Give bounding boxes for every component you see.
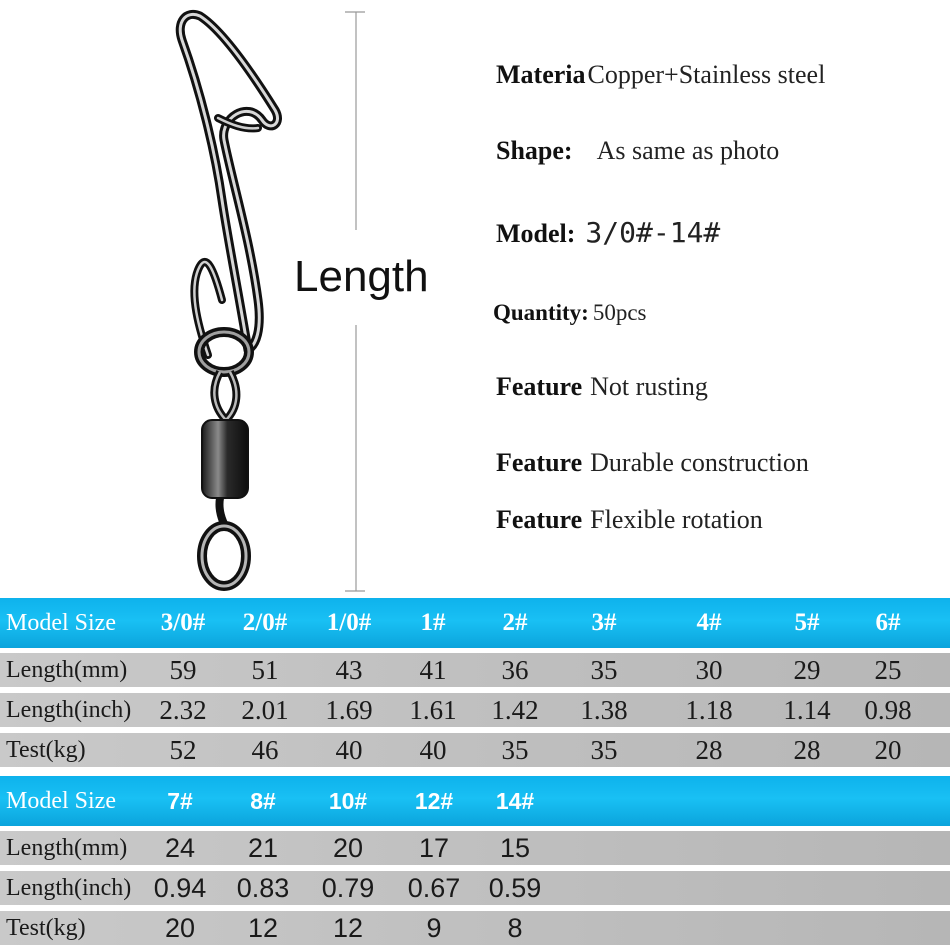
table-cell: 43 bbox=[335, 654, 363, 685]
table-cell: 2.32 bbox=[159, 694, 207, 725]
row-label: Test(kg) bbox=[6, 914, 86, 941]
spec-feature bbox=[496, 448, 809, 478]
table-cell: 24 bbox=[164, 832, 196, 863]
table-cell: 9 bbox=[426, 912, 442, 943]
table-cell: 1.18 bbox=[685, 694, 733, 725]
snap-clip bbox=[180, 14, 277, 355]
table-cell: 40 bbox=[335, 734, 363, 765]
table-cell: 0.94 bbox=[153, 872, 207, 903]
table-cell: 52 bbox=[169, 734, 197, 765]
spec-material-label: Materia bbox=[496, 60, 586, 89]
table-cell: 30 bbox=[695, 654, 723, 685]
table-cell: 35 bbox=[590, 654, 618, 685]
spec-feature-label: Feature bbox=[496, 448, 583, 477]
table-cell: 36 bbox=[501, 654, 529, 685]
spec-feature-value: Not rusting bbox=[590, 372, 708, 401]
spec-feature-label: Feature bbox=[496, 505, 583, 534]
size-table bbox=[0, 598, 950, 773]
spec-feature bbox=[496, 505, 763, 535]
table-cell: 0.98 bbox=[864, 694, 912, 725]
table-cell: 40 bbox=[419, 734, 447, 765]
table-row bbox=[0, 693, 950, 727]
size-cell: 10# bbox=[328, 787, 368, 814]
swivel-bottom-eye bbox=[202, 498, 246, 586]
length-label: Length bbox=[294, 252, 429, 301]
spec-feature-label: Feature bbox=[496, 372, 583, 401]
table-cell: 21 bbox=[247, 832, 279, 863]
spec-shape-value: As same as photo bbox=[596, 136, 780, 165]
size-cell: 3# bbox=[591, 609, 617, 636]
spec-feature bbox=[496, 372, 708, 402]
table-cell: 20 bbox=[332, 832, 364, 863]
row-label: Length(inch) bbox=[6, 696, 132, 723]
spec-material bbox=[496, 60, 825, 90]
table-cell: 12 bbox=[247, 912, 279, 943]
table-row bbox=[0, 733, 950, 767]
table-cell: 12 bbox=[332, 912, 364, 943]
row-label: Length(mm) bbox=[6, 656, 128, 683]
size-cell: 2# bbox=[502, 609, 528, 636]
table-cell: 2.01 bbox=[241, 694, 289, 725]
spec-quantity-value: 50pcs bbox=[592, 300, 647, 325]
table-cell: 59 bbox=[169, 654, 197, 685]
table-cell: 1.42 bbox=[491, 694, 539, 725]
table-cell: 1.38 bbox=[580, 694, 628, 725]
size-cell: 4# bbox=[696, 609, 722, 636]
row-label: Test(kg) bbox=[6, 736, 86, 763]
table-cell: 46 bbox=[251, 734, 279, 765]
table-cell: 17 bbox=[418, 832, 450, 863]
table-cell: 25 bbox=[874, 654, 902, 685]
table-cell: 0.59 bbox=[488, 872, 542, 903]
row-label: Length(mm) bbox=[6, 834, 128, 861]
table-cell: 1.61 bbox=[409, 694, 457, 725]
table-cell: 51 bbox=[251, 654, 279, 685]
table-row bbox=[0, 911, 950, 945]
table-cell: 1.69 bbox=[325, 694, 373, 725]
table-cell: 0.67 bbox=[407, 872, 461, 903]
size-table bbox=[0, 776, 950, 951]
table-cell: 28 bbox=[695, 734, 723, 765]
header-label: Model Size bbox=[6, 609, 116, 636]
spec-shape bbox=[496, 136, 779, 166]
spec-material-value: Copper+Stainless steel bbox=[587, 60, 826, 89]
size-cell: 6# bbox=[875, 609, 901, 636]
spec-feature-value: Flexible rotation bbox=[590, 505, 763, 534]
table-row bbox=[0, 871, 950, 905]
spec-model-label: Model: bbox=[496, 219, 576, 248]
table-cell: 0.83 bbox=[236, 872, 290, 903]
size-cell: 14# bbox=[495, 787, 535, 814]
size-cell: 7# bbox=[167, 787, 193, 814]
table-cell: 35 bbox=[501, 734, 529, 765]
spec-feature-value: Durable construction bbox=[590, 448, 809, 477]
table-row bbox=[0, 653, 950, 687]
table-header-row bbox=[0, 776, 950, 826]
spec-quantity-label: Quantity: bbox=[493, 300, 589, 325]
spec-model bbox=[496, 216, 720, 249]
table-cell: 8 bbox=[507, 912, 523, 943]
size-cell: 5# bbox=[794, 609, 820, 636]
swivel-top-eye bbox=[214, 372, 236, 420]
size-cell: 3/0# bbox=[160, 609, 206, 636]
row-label: Length(inch) bbox=[6, 874, 132, 901]
table-cell: 20 bbox=[164, 912, 196, 943]
swivel-barrel bbox=[202, 420, 248, 498]
table-cell: 20 bbox=[874, 734, 902, 765]
spec-quantity bbox=[493, 300, 647, 326]
spec-shape-label: Shape: bbox=[496, 136, 573, 165]
table-row bbox=[0, 831, 950, 865]
table-header-row bbox=[0, 598, 950, 648]
table-cell: 35 bbox=[590, 734, 618, 765]
table-cell: 15 bbox=[499, 832, 531, 863]
size-cell: 1/0# bbox=[326, 609, 372, 636]
table-cell: 1.14 bbox=[783, 694, 831, 725]
table-cell: 0.79 bbox=[321, 872, 375, 903]
size-cell: 1# bbox=[420, 609, 446, 636]
table-cell: 41 bbox=[419, 654, 447, 685]
size-cell: 8# bbox=[250, 787, 276, 814]
header-label: Model Size bbox=[6, 787, 116, 814]
size-cell: 12# bbox=[414, 787, 454, 814]
size-cell: 2/0# bbox=[242, 609, 288, 636]
spec-model-value: 3/0#-14# bbox=[585, 216, 721, 249]
table-cell: 29 bbox=[793, 654, 821, 685]
table-cell: 28 bbox=[793, 734, 821, 765]
